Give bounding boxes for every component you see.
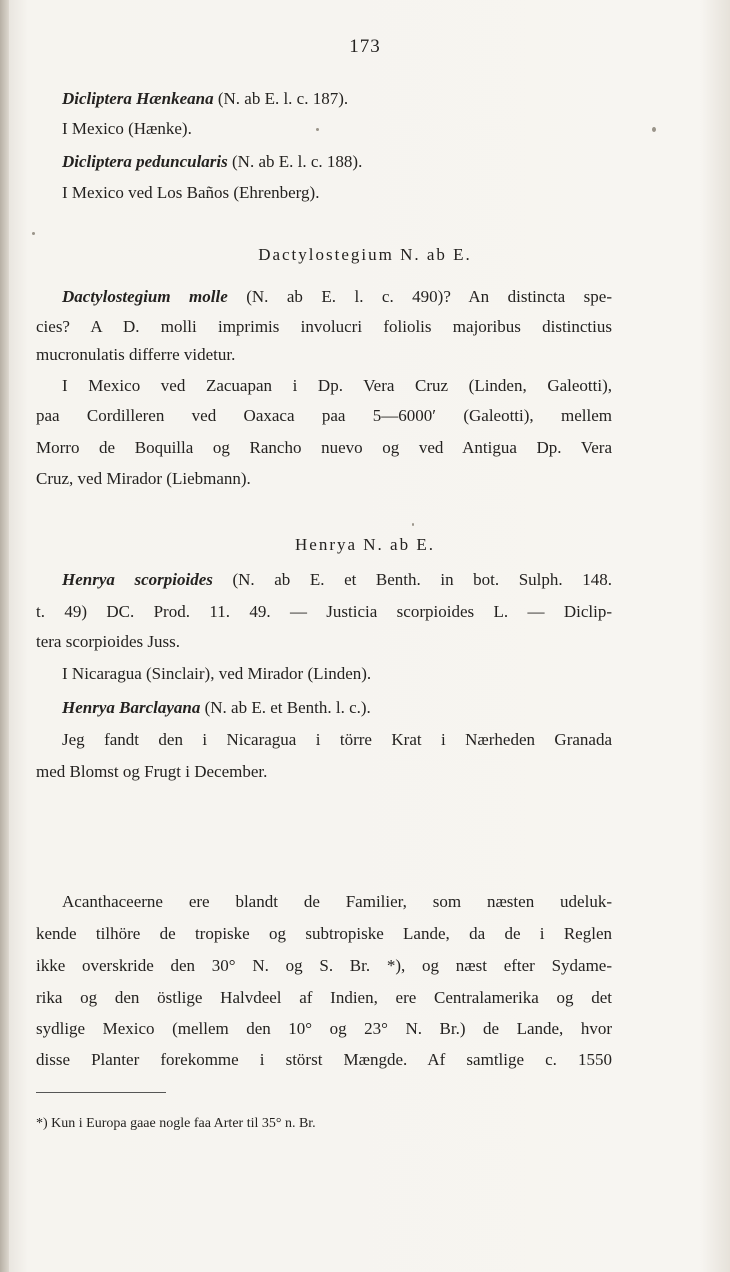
paragraph-line: rika og den östlige Halvdeel af Indien, ere Centralamerika og det	[36, 988, 612, 1007]
locality-line: I Mexico ved Los Baños (Ehrenberg).	[62, 183, 320, 202]
paragraph-line: kende tilhöre de tropiske og subtropiske Lande, da de i Reglen	[36, 924, 612, 943]
entry-dicliptera-peduncularis: Dicliptera peduncularis (N. ab E. l. c. 188).	[62, 152, 363, 171]
text-line: tera scorpioides Juss.	[36, 632, 181, 651]
entry-henrya-barclayana: Henrya Barclayana (N. ab E. et Benth. l. c.).	[62, 698, 371, 717]
genus-heading-henrya: Henrya N. ab E.	[295, 535, 435, 554]
entry-dicliptera-haenkeana: Dicliptera Hænkeana (N. ab E. l. c. 187).	[62, 89, 349, 108]
paragraph-line: Acanthaceerne ere blandt de Familier, som næsten udeluk-	[62, 892, 612, 911]
footnote-rule	[36, 1092, 166, 1093]
text-line: med Blomst og Frugt i December.	[36, 762, 268, 781]
text-line: cies? A D. molli imprimis involucri foliolis majoribus distinctius	[36, 317, 612, 336]
paper-speck	[316, 128, 319, 131]
page-number: 173	[349, 36, 381, 57]
paper-speck	[32, 232, 35, 235]
paragraph-line: disse Planter forekomme i störst Mængde. Af samtlige c. 1550	[36, 1050, 612, 1069]
paragraph-line: sydlige Mexico (mellem den 10° og 23° N. Br.) de Lande, hvor	[36, 1019, 612, 1038]
text-line: Morro de Boquilla og Rancho nuevo og ved Antigua Dp. Vera	[36, 438, 612, 457]
locality-line: I Mexico (Hænke).	[62, 119, 192, 138]
text-line: mucronulatis differre videtur.	[36, 345, 236, 364]
text-line: Jeg fandt den i Nicaragua i törre Krat i Nærheden Granada	[62, 730, 612, 749]
paper-speck	[652, 127, 656, 132]
footnote: *) Kun i Europa gaae nogle faa Arter til 35° n. Br.	[36, 1116, 316, 1131]
text-line: I Nicaragua (Sinclair), ved Mirador (Linden).	[62, 664, 372, 683]
paper-speck	[412, 523, 414, 526]
text-line: Cruz, ved Mirador (Liebmann).	[36, 469, 251, 488]
text-line: t. 49) DC. Prod. 11. 49. — Justicia scorpioides L. — Diclip-	[36, 602, 612, 621]
entry-henrya-scorpioides: Henrya scorpioides (N. ab E. et Benth. in bot. Sulph. 148.	[62, 570, 612, 589]
paragraph-line: ikke overskride den 30° N. og S. Br. *), og næst efter Sydame-	[36, 956, 612, 975]
text-line: paa Cordilleren ved Oaxaca paa 5—6000′ (Galeotti), mellem	[36, 406, 612, 425]
genus-heading-dactylostegium: Dactylostegium N. ab E.	[258, 245, 472, 264]
text-line: I Mexico ved Zacuapan i Dp. Vera Cruz (Linden, Galeotti),	[62, 376, 612, 395]
page-binding-edge	[0, 0, 9, 1272]
entry-dactylostegium-molle: Dactylostegium molle (N. ab E. l. c. 490)? An distincta spe-	[62, 287, 612, 306]
